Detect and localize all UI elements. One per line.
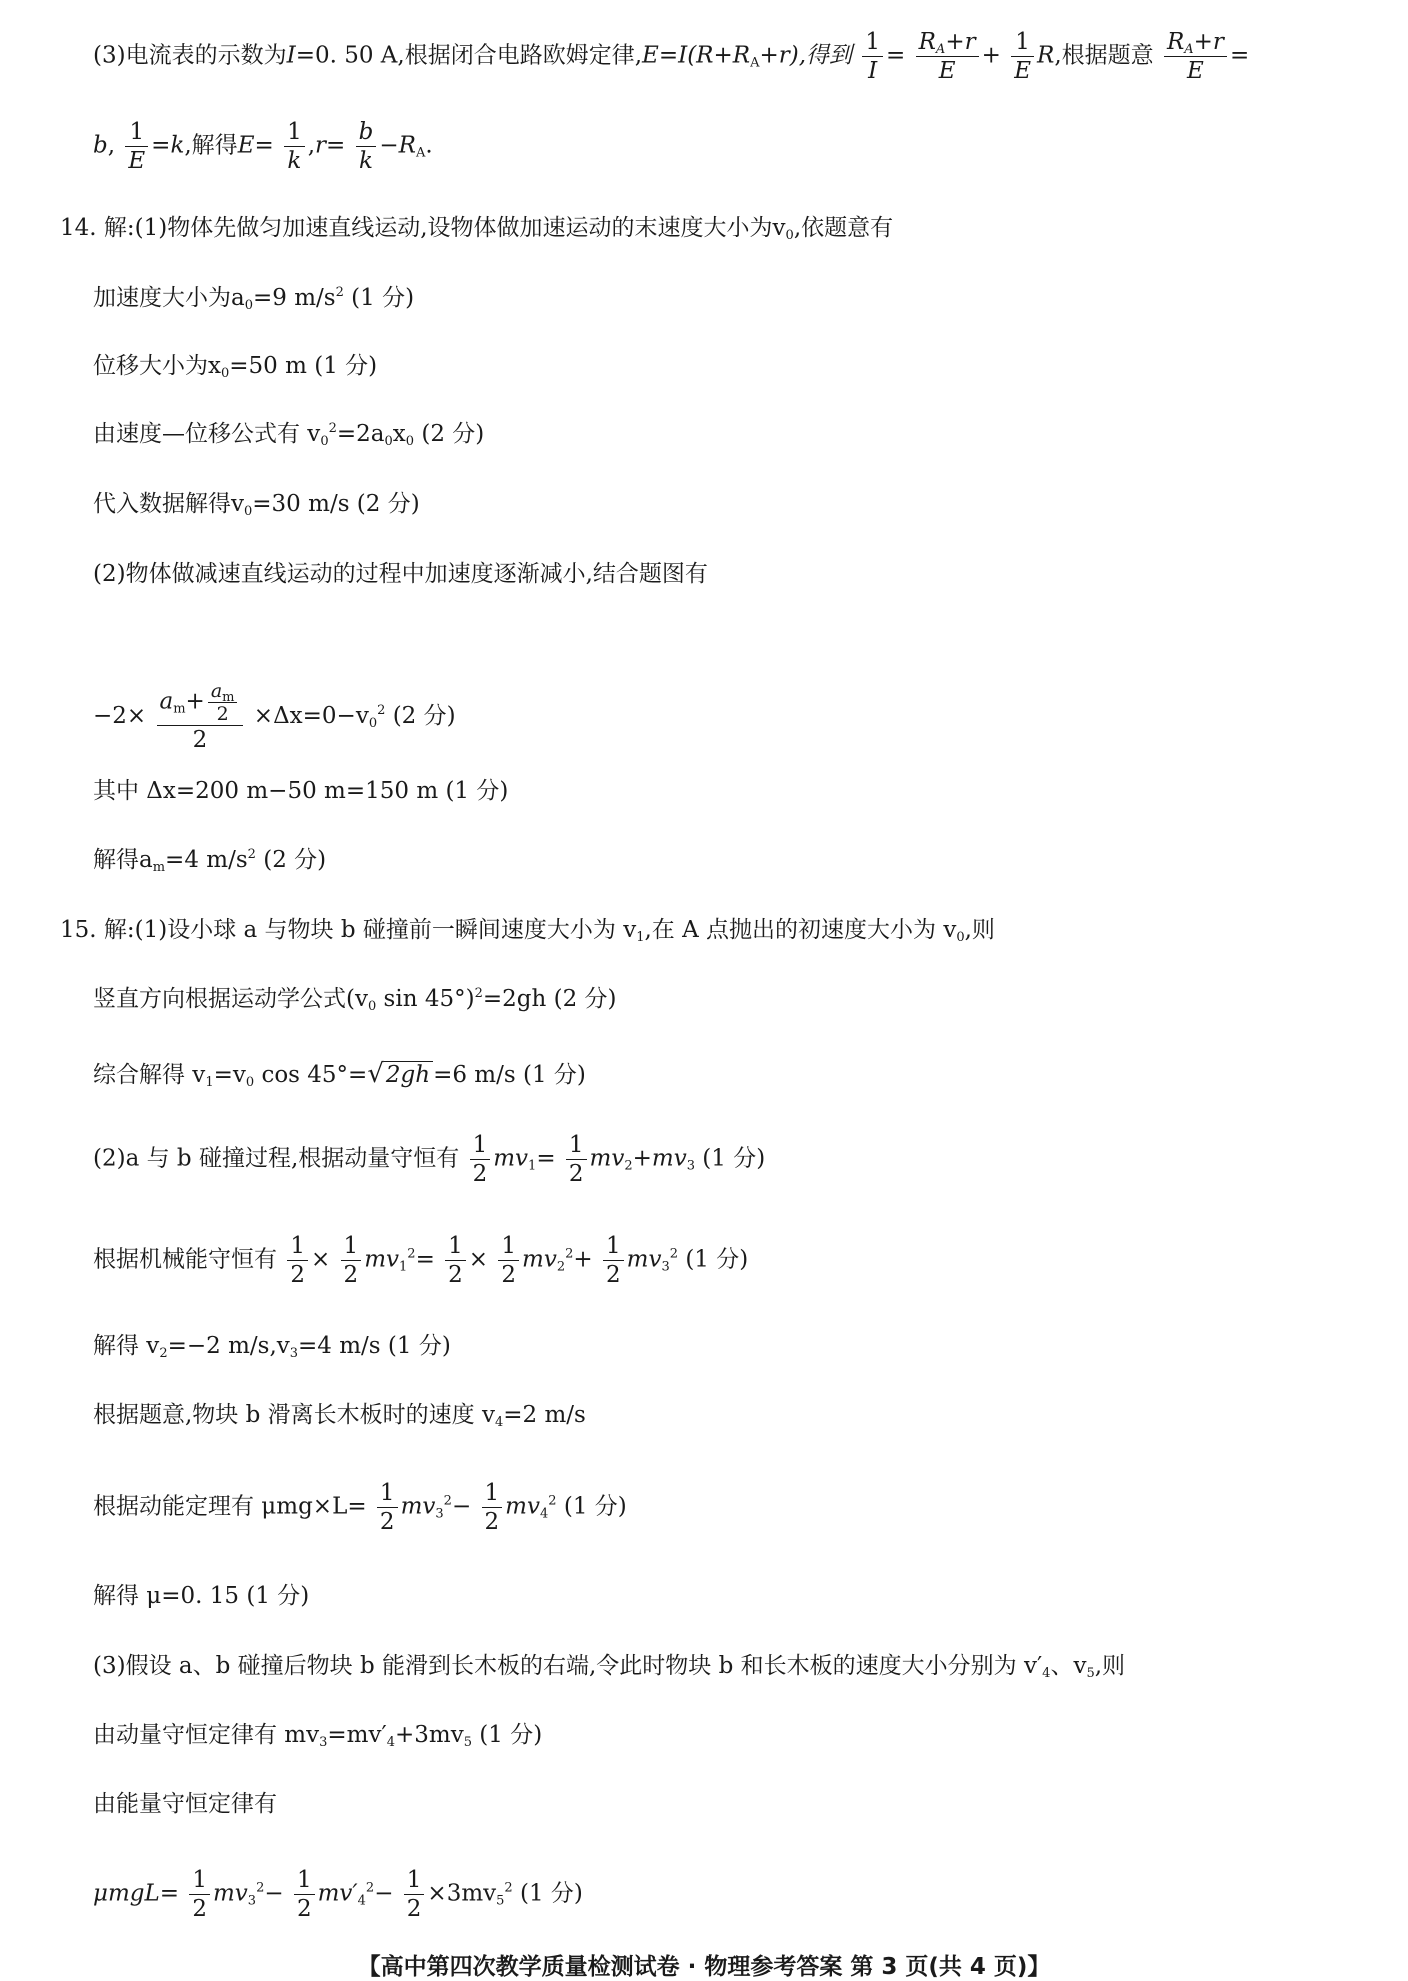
text: ,则 xyxy=(964,917,995,943)
sub: 3 xyxy=(289,1346,299,1361)
sub: 0 xyxy=(368,716,378,731)
q14-v0-result xyxy=(93,489,420,519)
text: 根据动能定理有 μmg×L= xyxy=(93,1493,367,1520)
text: =4 m/s xyxy=(165,847,248,873)
sub: m xyxy=(222,690,235,705)
sub: 1 xyxy=(399,1259,408,1275)
numerator xyxy=(208,680,238,703)
radicand: 2gh xyxy=(384,1061,433,1088)
text: = xyxy=(326,132,346,159)
numerator: 1 xyxy=(862,28,883,57)
text: (1 分) xyxy=(512,1880,583,1907)
var: r xyxy=(315,132,327,159)
text: (1 分) xyxy=(471,1722,543,1748)
q15-v4 xyxy=(93,1400,586,1430)
fraction xyxy=(189,1866,210,1923)
fraction xyxy=(482,1479,503,1536)
q14-area-equation xyxy=(93,680,456,754)
fraction xyxy=(1164,28,1227,85)
numerator: 1 xyxy=(1011,28,1034,57)
text: 根据题意,物块 b 滑离长木板时的速度 v xyxy=(93,1402,495,1428)
sub: 2 xyxy=(624,1158,633,1174)
sub: 3 xyxy=(686,1158,695,1174)
text: 由能量守恒定律有 xyxy=(93,1791,277,1817)
denominator: E xyxy=(1187,58,1204,84)
q15-momentum xyxy=(93,1131,765,1188)
var: +mv xyxy=(632,1145,687,1172)
text: ×3mv xyxy=(427,1880,497,1907)
fraction xyxy=(287,1232,308,1289)
q15-mu-result xyxy=(93,1581,309,1611)
var: E xyxy=(237,132,255,159)
text: =6 m/s (1 分) xyxy=(433,1062,586,1088)
sup: 2 xyxy=(407,1246,416,1262)
text: =mv′ xyxy=(327,1722,387,1748)
q14-part2 xyxy=(93,559,708,589)
denominator: 2 xyxy=(192,727,208,753)
text: ,在 A 点抛出的初速度大小为 v xyxy=(644,917,957,943)
sub: 4 xyxy=(494,1415,504,1430)
text: , xyxy=(307,132,316,159)
sub: 0 xyxy=(320,434,329,449)
var: k xyxy=(170,132,185,159)
text: 15. 解:(1)设小球 a 与物块 b 碰撞前一瞬间速度大小为 v xyxy=(60,917,637,943)
sub: A xyxy=(750,55,760,71)
sub: 5 xyxy=(496,1893,505,1909)
numerator: 1 xyxy=(482,1479,503,1508)
sub: 4 xyxy=(1042,1666,1051,1681)
text: 位移大小为x xyxy=(93,353,221,379)
fraction xyxy=(1011,28,1034,85)
text: (1 分) xyxy=(678,1246,749,1273)
sup: 2 xyxy=(365,1880,375,1896)
var: mv xyxy=(589,1145,625,1172)
denominator: k xyxy=(287,148,302,174)
text: 代入数据解得v xyxy=(93,491,244,517)
text: =2a xyxy=(336,421,385,447)
denominator: k xyxy=(359,148,373,174)
fraction xyxy=(862,28,883,85)
text: ,解得 xyxy=(184,132,238,159)
numerator xyxy=(916,28,979,57)
text: = xyxy=(151,132,171,159)
q14-acceleration xyxy=(93,283,414,313)
text: + xyxy=(981,42,1001,69)
text: + xyxy=(573,1246,593,1273)
text: = xyxy=(886,42,906,69)
sub: A xyxy=(1184,42,1194,57)
sup: 2 xyxy=(474,986,483,1001)
denominator: 2 xyxy=(448,1262,463,1288)
text: × xyxy=(310,1246,331,1273)
q15-energy-3 xyxy=(93,1866,583,1923)
text: =50 m (1 分) xyxy=(229,353,378,379)
var: mv′ xyxy=(317,1880,358,1907)
text: +r),得到 xyxy=(759,42,853,69)
sub: 1 xyxy=(636,930,645,945)
var: b xyxy=(93,132,108,159)
numerator: 1 xyxy=(189,1866,210,1895)
var: μmgL= xyxy=(93,1880,180,1907)
text: =2 m/s xyxy=(503,1402,586,1428)
sub: m xyxy=(152,860,166,875)
sub: 3 xyxy=(247,1893,257,1909)
fraction xyxy=(916,28,979,85)
sub: 5 xyxy=(1086,1666,1095,1681)
text: 由动量守恒定律有 mv xyxy=(93,1722,320,1748)
var: I xyxy=(286,42,296,69)
denominator: 2 xyxy=(379,1509,395,1535)
text: . xyxy=(425,132,433,159)
sub: 4 xyxy=(539,1506,549,1522)
denominator: E xyxy=(1014,58,1031,84)
denominator: 2 xyxy=(472,1161,488,1187)
line-3-ohm-law xyxy=(93,28,1249,85)
q14-velocity-displacement xyxy=(93,419,484,449)
text: 解得 μ=0. 15 (1 分) xyxy=(93,1583,310,1609)
sub: 2 xyxy=(159,1346,168,1361)
line-3-result xyxy=(93,118,433,175)
sub: 3 xyxy=(661,1259,670,1275)
text: = xyxy=(254,132,274,159)
text: =v xyxy=(213,1062,246,1088)
sub: A xyxy=(935,42,946,57)
sup: 2 xyxy=(328,421,337,436)
text: (3)假设 a、b 碰撞后物块 b 能滑到长木板的右端,令此时物块 b 和长木板的速度大小分别为 v′ xyxy=(93,1653,1043,1679)
numerator: 1 xyxy=(125,118,148,147)
sup: 2 xyxy=(256,1880,265,1896)
text: 解得 v xyxy=(93,1333,160,1359)
text: (2 分) xyxy=(385,703,456,729)
denominator: 2 xyxy=(192,1896,207,1922)
text: = xyxy=(1229,42,1250,69)
fraction xyxy=(566,1131,587,1188)
sup: 2 xyxy=(548,1493,557,1509)
var: R xyxy=(1036,42,1055,69)
fraction xyxy=(157,680,244,754)
text: =30 m/s (2 分) xyxy=(252,491,420,517)
var: mv xyxy=(493,1145,529,1172)
denominator: 2 xyxy=(216,703,229,725)
text: ,则 xyxy=(1094,1653,1126,1679)
denominator: 2 xyxy=(501,1262,517,1288)
var: −R xyxy=(379,132,416,159)
text: − xyxy=(374,1880,394,1907)
text: x xyxy=(392,421,406,447)
var: mv xyxy=(522,1246,557,1273)
denominator: 2 xyxy=(606,1262,621,1288)
denominator: E xyxy=(938,58,956,84)
text: 由速度—位移公式有 v xyxy=(93,421,321,447)
sub: 0 xyxy=(244,298,253,313)
var: (R+R xyxy=(687,42,751,69)
fraction xyxy=(356,118,377,175)
var: R xyxy=(1166,29,1185,55)
text: − xyxy=(264,1880,284,1907)
var: a xyxy=(159,688,174,715)
text: 加速度大小为a xyxy=(93,285,245,311)
q15-energy-3-label xyxy=(93,1789,277,1819)
q15-vertical xyxy=(93,984,617,1014)
sup: 2 xyxy=(504,1880,513,1896)
numerator: 1 xyxy=(470,1131,491,1160)
text: =2gh (2 分) xyxy=(482,986,617,1012)
text: (2)物体做减速直线运动的过程中加速度逐渐减小,结合题图有 xyxy=(93,561,708,587)
sub: A xyxy=(415,145,426,161)
sup: 2 xyxy=(669,1246,679,1262)
text: 竖直方向根据运动学公式(v xyxy=(93,986,368,1012)
numerator: 1 xyxy=(287,1232,308,1261)
numerator: 1 xyxy=(404,1866,425,1895)
q15-energy xyxy=(93,1232,748,1289)
sqrt-icon: √ xyxy=(367,1059,384,1089)
numerator: 1 xyxy=(377,1479,398,1508)
denominator: 2 xyxy=(484,1509,500,1535)
sub: 1 xyxy=(528,1158,537,1174)
var: mv xyxy=(505,1493,540,1520)
text: (1 分) xyxy=(695,1145,766,1172)
sup: 2 xyxy=(247,847,256,862)
denominator: 2 xyxy=(290,1262,305,1288)
denominator: 2 xyxy=(406,1896,422,1922)
q15-v2-v3-result xyxy=(93,1331,451,1361)
sub: 0 xyxy=(367,999,377,1014)
q15-momentum-3 xyxy=(93,1720,542,1750)
sub: 3 xyxy=(435,1506,444,1522)
sup: 2 xyxy=(377,703,386,718)
var: +r xyxy=(945,29,976,55)
var: a xyxy=(210,680,223,702)
fraction xyxy=(294,1866,315,1923)
text: =0. 50 A,根据闭合电路欧姆定律, xyxy=(295,42,643,69)
text: =−2 m/s,v xyxy=(167,1333,290,1359)
var: R xyxy=(918,29,936,55)
q14-displacement xyxy=(93,351,377,381)
var: mv xyxy=(400,1493,436,1520)
q15-v1-result xyxy=(93,1059,586,1090)
denominator: 2 xyxy=(296,1896,312,1922)
numerator: 1 xyxy=(284,118,305,147)
text: (2 分) xyxy=(255,847,327,873)
fraction xyxy=(284,118,305,175)
sub: 0 xyxy=(245,1075,255,1090)
fraction xyxy=(404,1866,425,1923)
numerator: 1 xyxy=(445,1232,466,1261)
text: ,根据题意 xyxy=(1054,42,1154,69)
page-footer: 【高中第四次教学质量检测试卷 · 物理参考答案 第 3 页(共 4 页)】 xyxy=(357,1954,1051,1980)
text: =4 m/s (1 分) xyxy=(298,1333,451,1359)
text: cos 45°= xyxy=(254,1062,368,1088)
var: mv xyxy=(364,1246,399,1273)
sub: 2 xyxy=(556,1259,566,1275)
var: I xyxy=(678,42,688,69)
denominator: I xyxy=(868,58,878,84)
denominator: 2 xyxy=(343,1262,359,1288)
q15-part3 xyxy=(93,1651,1125,1681)
sub: 0 xyxy=(956,930,965,945)
numerator xyxy=(157,680,244,726)
var: +r xyxy=(1193,29,1224,55)
text: −2× xyxy=(93,703,147,729)
text: + xyxy=(185,688,205,715)
text: = xyxy=(658,42,679,69)
text: , xyxy=(107,132,116,159)
numerator: 1 xyxy=(498,1232,519,1261)
sub: 0 xyxy=(785,228,794,243)
fraction xyxy=(603,1232,624,1289)
fraction xyxy=(377,1479,398,1536)
sub: 4 xyxy=(386,1735,395,1750)
q14-heading xyxy=(60,213,893,243)
sub: 3 xyxy=(319,1735,328,1750)
var: E xyxy=(642,42,659,69)
sub: 4 xyxy=(357,1893,366,1909)
text: (2)a 与 b 碰撞过程,根据动量守恒有 xyxy=(93,1145,460,1172)
text: (1 分) xyxy=(343,285,415,311)
text: ,依题意有 xyxy=(793,215,894,241)
numerator: 1 xyxy=(603,1232,624,1261)
fraction xyxy=(125,118,148,175)
text: 其中 Δx=200 m−50 m=150 m (1 分) xyxy=(93,778,509,804)
fraction xyxy=(445,1232,466,1289)
text: (1 分) xyxy=(556,1493,627,1520)
text: (2 分) xyxy=(414,421,485,447)
var: mv xyxy=(626,1246,662,1273)
text: (3)电流表的示数为 xyxy=(93,42,287,69)
text: − xyxy=(451,1493,472,1520)
text: sin 45°) xyxy=(376,986,475,1012)
numerator: 1 xyxy=(294,1866,315,1895)
numerator: 1 xyxy=(341,1232,362,1261)
fraction xyxy=(470,1131,491,1188)
fraction xyxy=(498,1232,519,1289)
var: mv xyxy=(212,1880,248,1907)
sub: 0 xyxy=(220,366,230,381)
sub: 1 xyxy=(205,1075,214,1090)
numerator xyxy=(1164,28,1227,57)
sup: 2 xyxy=(335,285,344,300)
sub: 0 xyxy=(244,504,253,519)
sup: 2 xyxy=(565,1246,574,1262)
q15-heading xyxy=(60,915,995,945)
q14-delta-x xyxy=(93,776,508,806)
text: 解得a xyxy=(93,847,153,873)
sub: 0 xyxy=(405,434,415,449)
sup: 2 xyxy=(443,1493,452,1509)
text: 14. 解:(1)物体先做匀加速直线运动,设物体做加速运动的末速度大小为v xyxy=(60,215,786,241)
fraction xyxy=(341,1232,362,1289)
text: +3mv xyxy=(394,1722,464,1748)
text: 综合解得 v xyxy=(93,1062,206,1088)
denominator: 2 xyxy=(568,1161,584,1187)
numerator: 1 xyxy=(566,1131,587,1160)
text: 、v xyxy=(1050,1653,1087,1679)
q14-am-result xyxy=(93,845,326,875)
text: ×Δx=0−v xyxy=(253,703,369,729)
text: = xyxy=(415,1246,435,1273)
fraction xyxy=(208,680,238,725)
text: =9 m/s xyxy=(253,285,336,311)
text: = xyxy=(536,1145,556,1172)
text: 根据机械能守恒有 xyxy=(93,1246,277,1273)
sub: 5 xyxy=(463,1735,472,1750)
sub: 0 xyxy=(384,434,393,449)
q15-work-energy xyxy=(93,1479,627,1536)
text: × xyxy=(468,1246,489,1273)
numerator: b xyxy=(356,118,377,147)
denominator: E xyxy=(128,148,146,174)
sub: m xyxy=(173,701,186,717)
